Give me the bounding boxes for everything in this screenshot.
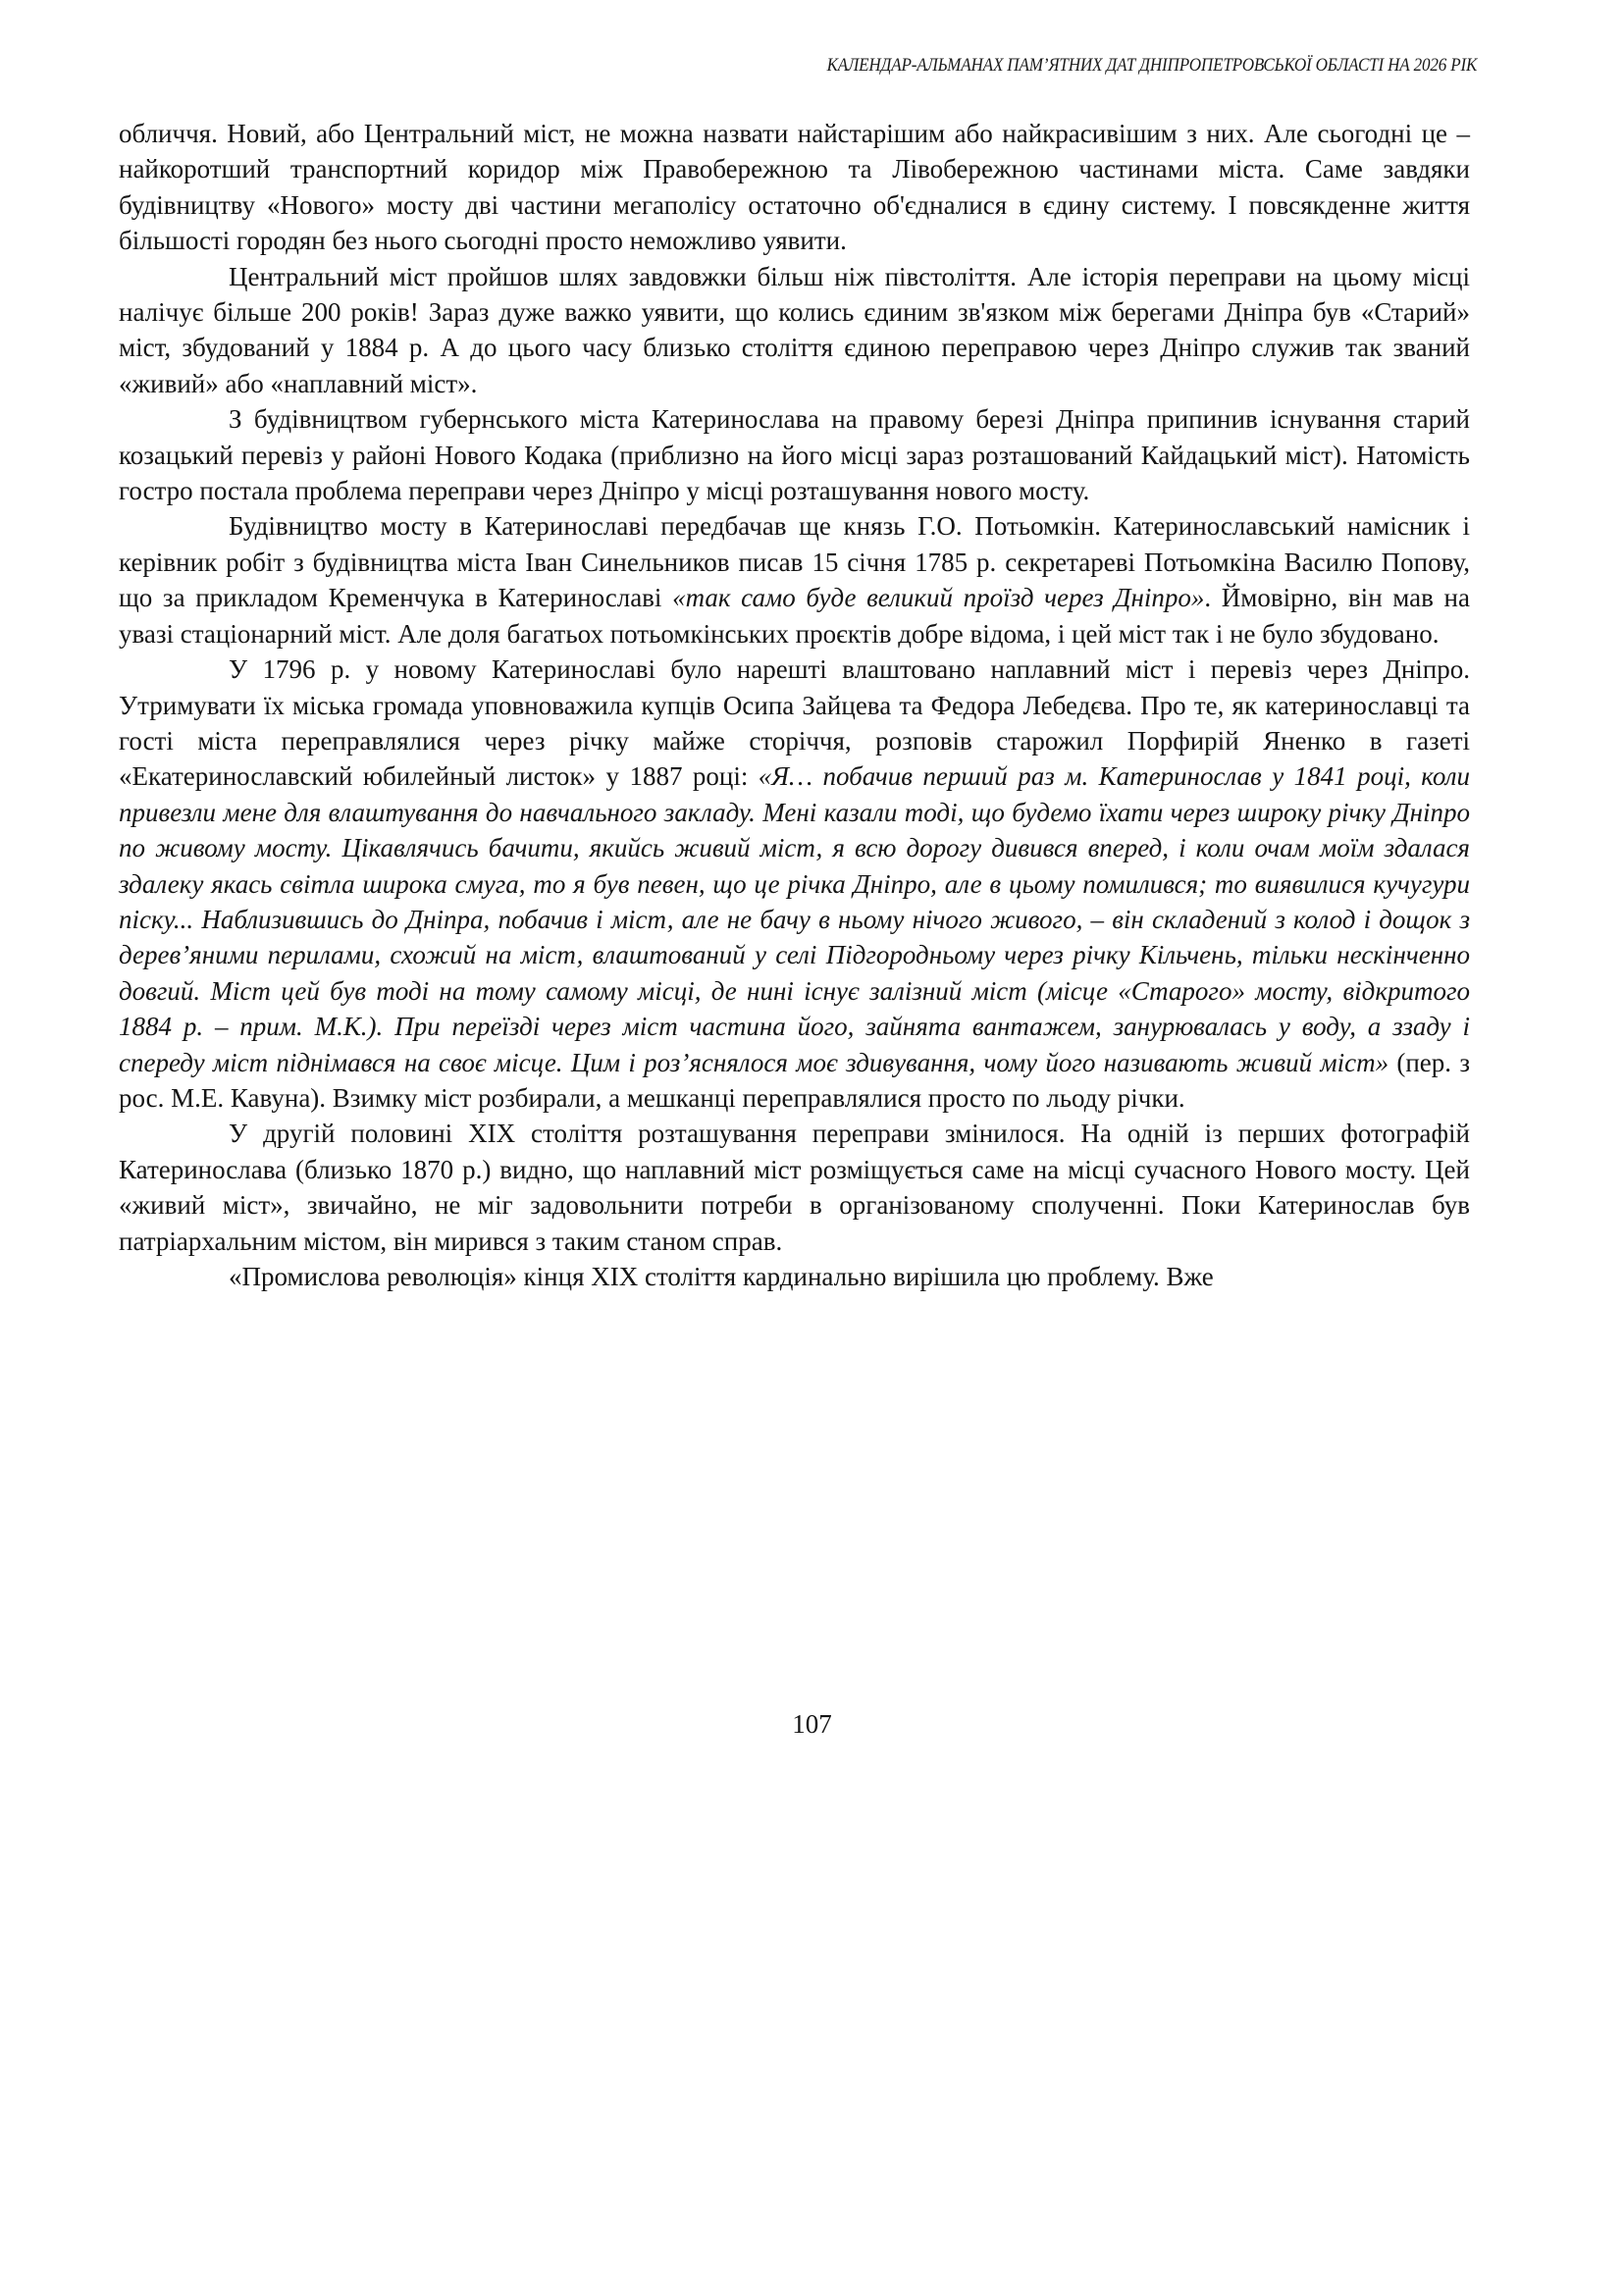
- text-run: З будівництвом губернського міста Катеринослава на правому березі Дніпра припинив існування старий козацький перевіз у районі Нового Кодака (приблизно на його місці зараз розташований Кайдацький міст). Натомість гостро постала проблема переправи через Дніпро у місці розташування нового мосту.: [119, 404, 1470, 506]
- text-run: Центральний міст пройшов шлях завдовжки більш ніж півстоліття. Але історія переправи на цьому місці налічує більше 200 років! Зараз дуже важко уявити, що колись єдиним зв'язком між берегами Дніпра був «Старий» міст, збудований у 1884 р. А до цього часу близько століття єдиною переправою через Дніпро служив так званий «живий» або «наплавний міст».: [119, 261, 1470, 398]
- text-run: (пер. з рос. М.Е. Кавуна). Взимку міст розбирали, а мешканці переправлялися просто по льоду річки.: [119, 1047, 1470, 1113]
- paragraph: [119, 1259, 1470, 1294]
- text-run: обличчя. Новий, або Центральний міст, не можна назвати найстарішим або найкрасивішим з них. Але сьогодні це – найкоротший транспортний коридор між Правобережною та Лівобережною частинами міста. Саме завдяки будівництву «Нового» мосту дві частини мегаполісу остаточно об'єдналися в єдину систему. І повсякденне життя більшості городян без нього сьогодні просто неможливо уявити.: [119, 119, 1470, 256]
- body-text: [119, 116, 1470, 1294]
- paragraph: [119, 401, 1470, 508]
- running-header: КАЛЕНДАР-АЛЬМАНАХ ПАМ’ЯТНИХ ДАТ ДНІПРОПЕТРОВСЬКОЇ ОБЛАСТІ НА 2026 РІК: [826, 55, 1477, 76]
- paragraph: [119, 116, 1470, 259]
- quoted-italic-text: «Я… побачив перший раз м. Катеринослав у 1841 році, коли привезли мене для влаштування до навчального закладу. Мені казали тоді, що будемо їхати через широку річку Дніпро по живому мосту. Цікавлячись бачити, якийсь живий міст, я всю дорогу дивився вперед, і коли очам моїм здалася здалеку якась світла широка смуга, то я був певен, що це річка Дніпро, але в цьому помилився; то виявилися кучугури піску... Наблизившись до Дніпра, побачив і міст, але не бачу в ньому нічого живого, – він складений з колод і дощок з дерев’яними перилами, схожий на міст, влаштований у селі Підгородньому через річку Кільчень, тільки нескінченно довгий. Міст цей був тоді на тому самому місці, де нині існує залізний міст (місце «Старого» мосту, відкритого 1884 р. – прим. М.К.). При переїзді через міст частина його, зайнята вантажем, занурювалась у воду, а ззаду і спереду міст піднімався на своє місце. Цим і роз’яснялося моє здивування, чому його називають живий міст»: [119, 761, 1470, 1077]
- text-run: Будівництво мосту в Катеринославі передбачав ще князь Г.О. Потьомкін. Катеринославський намісник і керівник робіт з будівництва міста Іван Синельников писав 15 січня 1785 р. секретареві Потьомкіна Василю Попову, що за прикладом Кременчука в Катеринославі: [119, 511, 1470, 613]
- paragraph: [119, 652, 1470, 1116]
- paragraph: [119, 508, 1470, 652]
- text-run: . Ймовірно, він мав на увазі стаціонарний міст. Але доля багатьох потьомкінських проєктів добре відома, і цей міст так і не було збудовано.: [119, 583, 1470, 649]
- text-run: «Промислова революція» кінця XIX століття кардинально вирішила цю проблему. Вже: [229, 1262, 1214, 1291]
- text-run: У 1796 р. у новому Катеринославі було нарешті влаштовано наплавний міст і перевіз через Дніпро. Утримувати їх міська громада уповноважила купців Осипа Зайцева та Федора Лебедєва. Про те, як катеринославці та гості міста переправлялися через річку майже сторіччя, розповів старожил Порфирій Яненко в газеті «Екатеринославский юбилейный листок» у 1887 році:: [119, 654, 1470, 792]
- text-run: У другій половині XIX століття розташування переправи змінилося. На одній із перших фотографій Катеринослава (близько 1870 р.) видно, що наплавний міст розміщується саме на місці сучасного Нового мосту. Цей «живий міст», звичайно, не міг задовольнити потреби в організованому сполученні. Поки Катеринослав був патріархальним містом, він мирився з таким станом справ.: [119, 1119, 1470, 1256]
- quoted-italic-text: «так само буде великий проїзд через Дніпро»: [672, 583, 1205, 613]
- page-number: 107: [792, 1709, 832, 1739]
- paragraph: [119, 259, 1470, 402]
- paragraph: [119, 1116, 1470, 1259]
